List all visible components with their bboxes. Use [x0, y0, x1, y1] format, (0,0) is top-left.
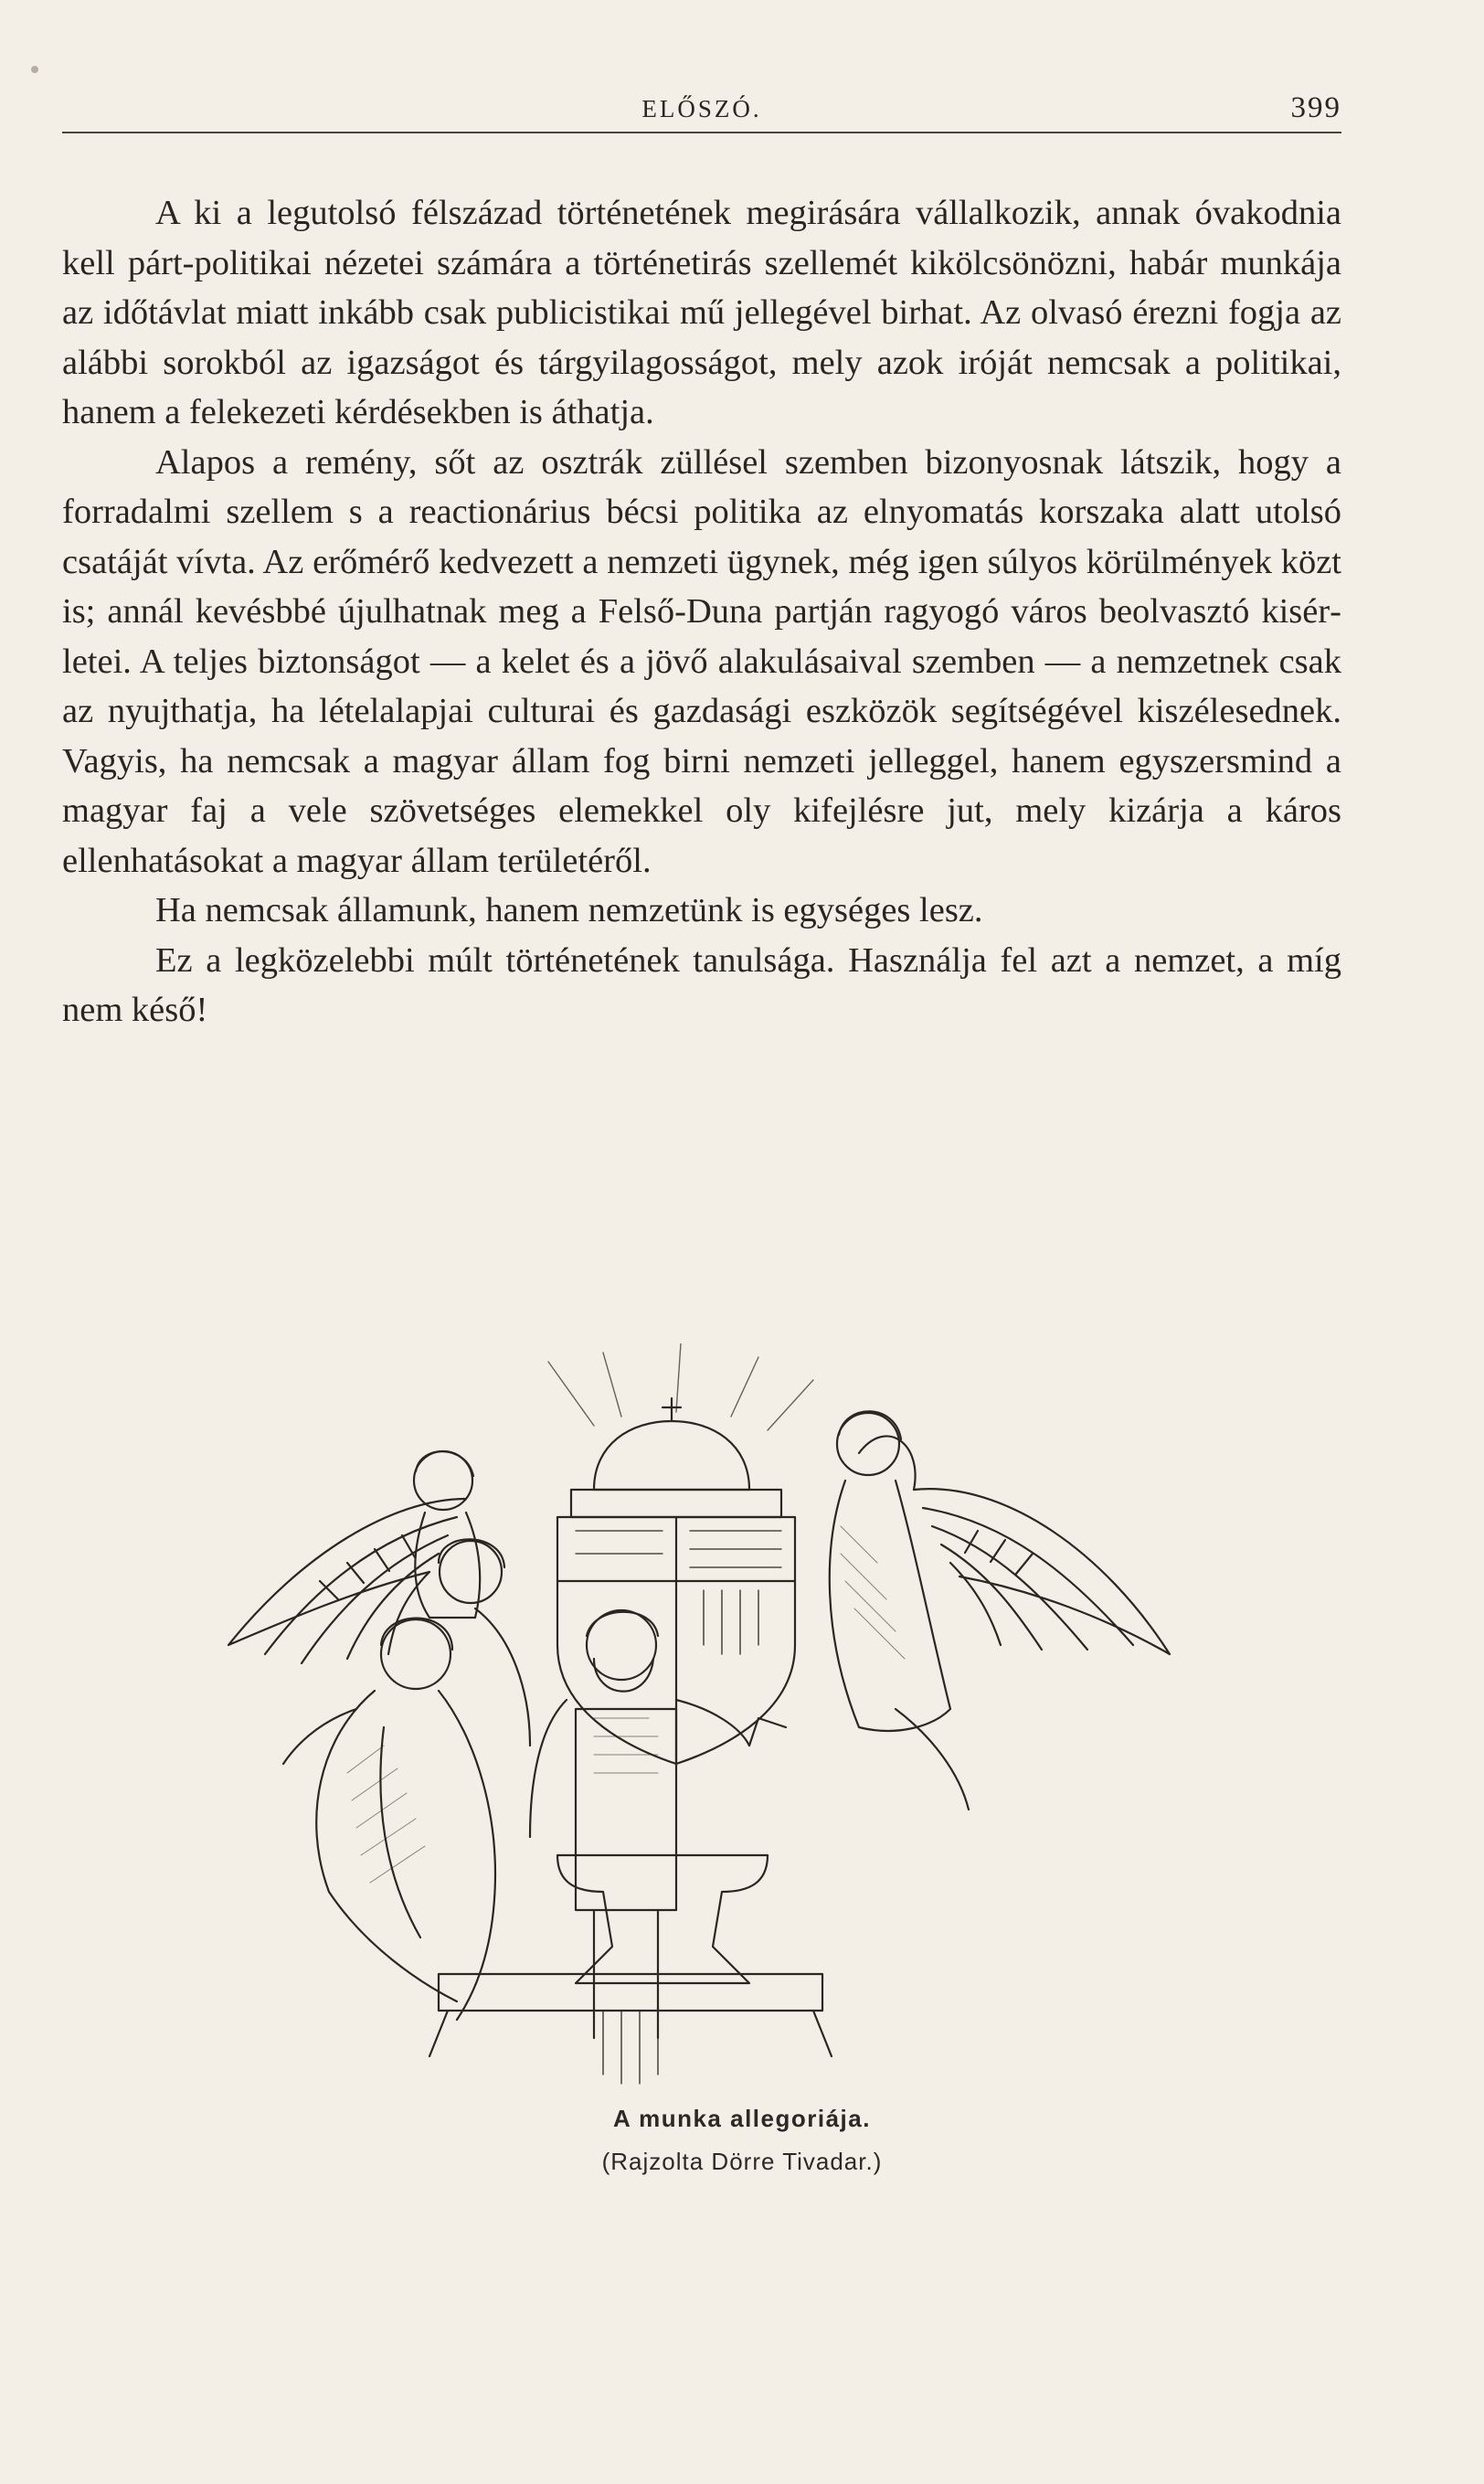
- figure-credit: (Rajzolta Dörre Tivadar.): [601, 2148, 883, 2175]
- allegory-illustration: [164, 1343, 1234, 2120]
- figure-caption: A munka allegoriája.: [613, 2105, 871, 2132]
- engraving-drawing: [164, 1343, 1234, 2120]
- left-wing: [228, 1499, 466, 1663]
- paragraph-3: Ha nemcsak államunk, hanem nemzetünk is egységes lesz.: [155, 891, 983, 929]
- running-title: ELŐSZÓ.: [641, 95, 762, 122]
- right-wing: [859, 1436, 1170, 1654]
- page-number: 399: [1290, 91, 1341, 124]
- paragraph-4: Ez a legközelebbi múlt történetének tanulsága. Használja fel azt a nemzet, a míg nem késő!: [62, 940, 1341, 1029]
- anvil: [429, 1855, 832, 2084]
- hatching: [347, 1526, 905, 1883]
- paragraph-2: Alapos a remény, sőt az osztrák züllésel szemben bizonyosnak látszik, hogy a forradalmi szellem s a reactionárius bécsi politika az elnyomatás korszaka alatt utolsó csatáját vívta. Az erőmérő kedvezett a nemzeti ügynek, még igen súlyos körülmények közt is; annál kevésbbé újulhatnak meg a Felső-Duna partján ragyogó város beolvasztó kisérletei. A teljes biztonságot — a kelet és a jövő alakulásaival szemben — a nemzetnek csak az nyujthatja, ha lételalapjai culturai és gazdasági eszközök segítségével kiszélesednek. Vagyis, ha nemcsak a magyar állam fog birni nemzeti jelleggel, hanem egyszersmind a magyar faj a vele szövetséges elemekkel oly kifejlésre jut, mely kizárja a káros ellenhatásokat a magyar állam területéről.: [62, 442, 1341, 880]
- right-angel: [830, 1411, 969, 1810]
- body-text: [62, 188, 1341, 1035]
- running-head: [62, 91, 1341, 133]
- paragraph-1: A ki a legutolsó félszázad történetének megirására vállalkozik, annak óvakodnia kell párt-politikai nézetei számára a történetirás szellemét kikölcsönözni, habár munkája az időtávlat miatt inkább csak publicistikai mű jellegével birhat. Az olvasó érezni fogja az alábbi sorokból az igazságot és tárgyilagosságot, mely azok iróját nemcsak a politikai, hanem a felekezeti kérdésekben is áthatja.: [62, 194, 1341, 431]
- page-speck: [31, 66, 38, 73]
- women-figures: [283, 1539, 530, 2020]
- light-rays: [548, 1343, 813, 1430]
